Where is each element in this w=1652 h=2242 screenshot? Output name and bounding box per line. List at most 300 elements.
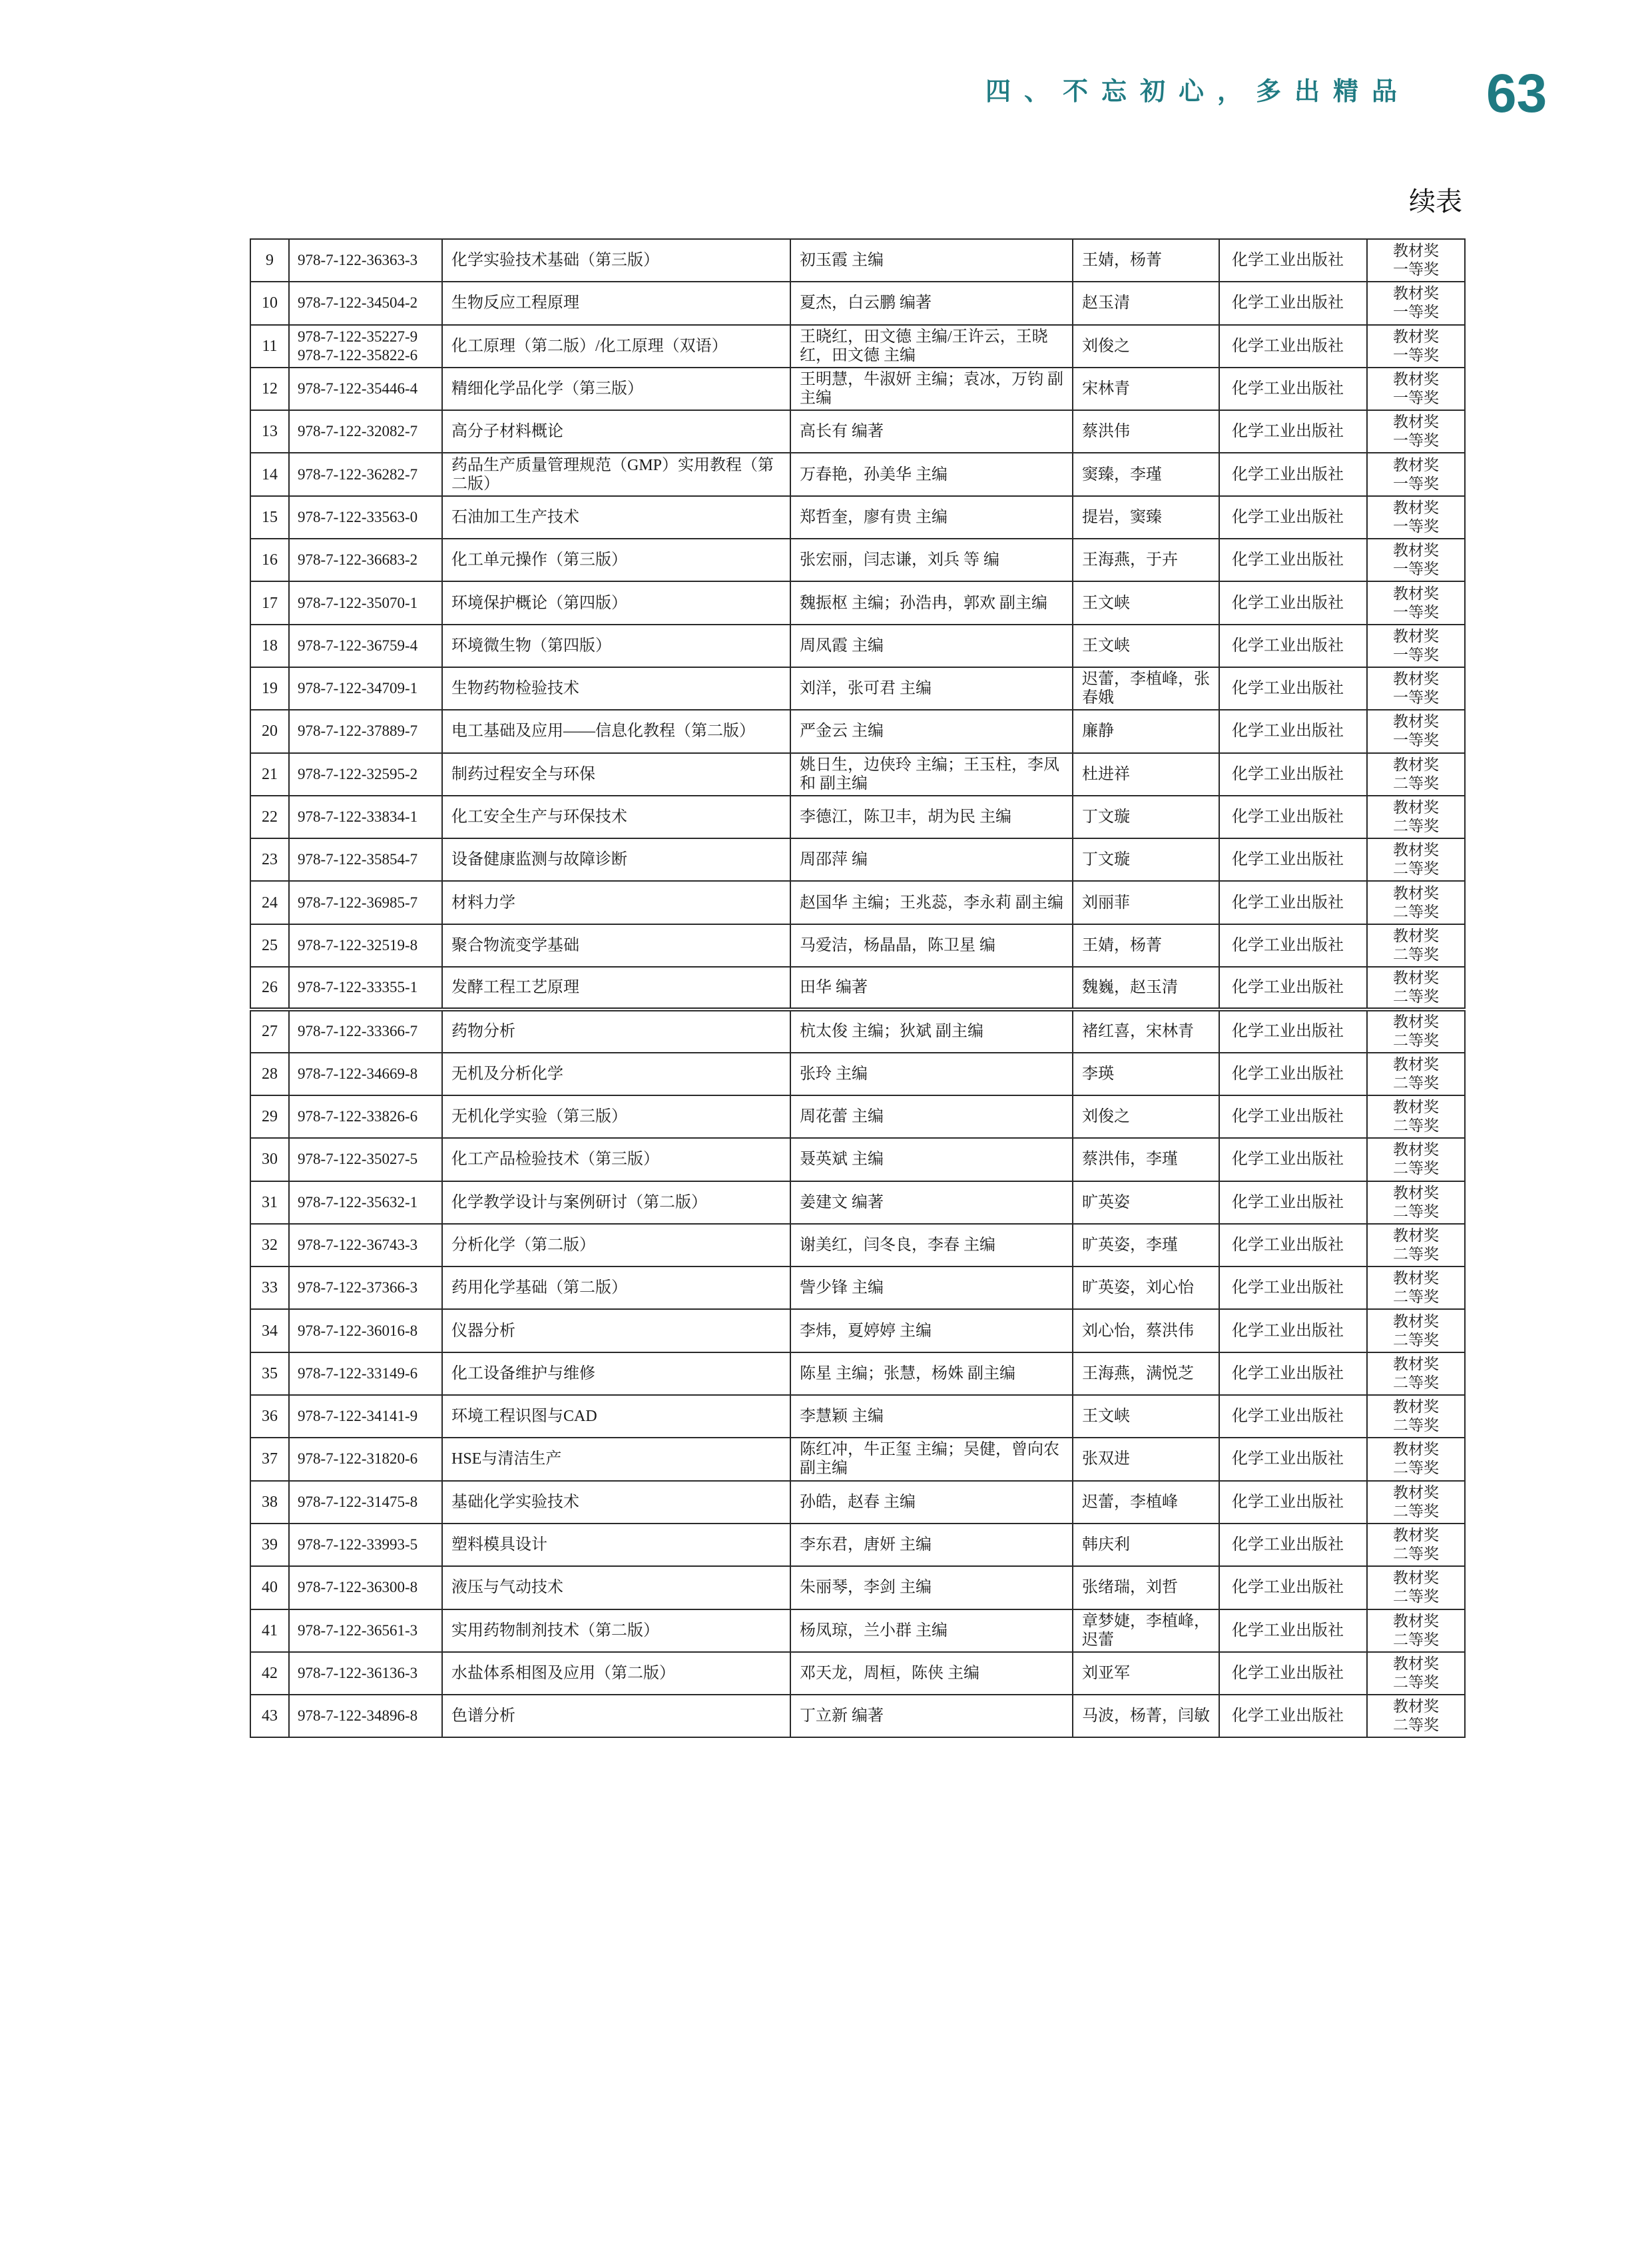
authors-cell: 聂英斌 主编 bbox=[790, 1138, 1073, 1181]
authors-cell: 王晓红，田文德 主编/王许云，王晓红，田文德 主编 bbox=[790, 325, 1073, 368]
row-number-cell: 31 bbox=[250, 1181, 289, 1224]
title-cell: 设备健康监测与故障诊断 bbox=[442, 838, 790, 881]
editors-cell: 王婧，杨菁 bbox=[1073, 924, 1219, 967]
row-number-cell: 10 bbox=[250, 282, 289, 324]
publisher-cell: 化学工业出版社 bbox=[1219, 1009, 1367, 1052]
award-line: 二等奖 bbox=[1393, 1588, 1439, 1605]
award-cell bbox=[1367, 667, 1465, 710]
table-row bbox=[250, 1309, 1465, 1352]
award-cell bbox=[1367, 368, 1465, 410]
isbn-line: 978-7-122-36759-4 bbox=[298, 637, 418, 654]
isbn-line: 978-7-122-33366-7 bbox=[298, 1023, 418, 1040]
award-line: 二等奖 bbox=[1393, 774, 1439, 792]
isbn-line: 978-7-122-36016-8 bbox=[298, 1322, 418, 1339]
isbn-line: 978-7-122-35070-1 bbox=[298, 594, 418, 611]
award-cell bbox=[1367, 581, 1465, 624]
editors-cell: 宋林青 bbox=[1073, 368, 1219, 410]
award-cell bbox=[1367, 796, 1465, 838]
award-line: 二等奖 bbox=[1393, 1117, 1439, 1135]
row-number-cell: 39 bbox=[250, 1524, 289, 1566]
award-cell bbox=[1367, 325, 1465, 368]
isbn-line: 978-7-122-33149-6 bbox=[298, 1364, 418, 1382]
isbn-cell bbox=[289, 753, 442, 796]
award-cell bbox=[1367, 881, 1465, 924]
award-line: 一等奖 bbox=[1393, 517, 1439, 535]
isbn-line: 978-7-122-36136-3 bbox=[298, 1664, 418, 1681]
isbn-line: 978-7-122-37889-7 bbox=[298, 722, 418, 740]
award-cell bbox=[1367, 539, 1465, 581]
award-line: 教材奖 bbox=[1393, 1055, 1439, 1073]
award-line: 教材奖 bbox=[1393, 671, 1439, 688]
isbn-line: 978-7-122-35822-6 bbox=[298, 346, 418, 364]
title-cell: 环境微生物（第四版） bbox=[442, 625, 790, 667]
isbn-cell bbox=[289, 881, 442, 924]
row-number-cell: 14 bbox=[250, 453, 289, 495]
publisher-cell: 化学工业出版社 bbox=[1219, 1481, 1367, 1524]
authors-cell: 李慧颖 主编 bbox=[790, 1395, 1073, 1438]
table-row bbox=[250, 496, 1465, 539]
table-row bbox=[250, 710, 1465, 752]
isbn-line: 978-7-122-33834-1 bbox=[298, 808, 418, 825]
editors-cell: 迟蕾，李植峰，张春娥 bbox=[1073, 667, 1219, 710]
award-line: 教材奖 bbox=[1393, 884, 1439, 902]
isbn-cell bbox=[289, 1695, 442, 1737]
table-row bbox=[250, 1481, 1465, 1524]
publisher-cell: 化学工业出版社 bbox=[1219, 410, 1367, 453]
award-cell bbox=[1367, 1438, 1465, 1480]
publisher-cell: 化学工业出版社 bbox=[1219, 496, 1367, 539]
authors-cell: 朱丽琴，李剑 主编 bbox=[790, 1566, 1073, 1609]
award-line: 教材奖 bbox=[1393, 1569, 1439, 1587]
table-row bbox=[250, 539, 1465, 581]
award-line: 教材奖 bbox=[1393, 842, 1439, 859]
publisher-cell: 化学工业出版社 bbox=[1219, 710, 1367, 752]
authors-cell: 姜建文 编著 bbox=[790, 1181, 1073, 1224]
isbn-line: 978-7-122-33993-5 bbox=[298, 1536, 418, 1553]
award-cell bbox=[1367, 838, 1465, 881]
award-line: 教材奖 bbox=[1393, 1612, 1439, 1629]
title-cell: 水盐体系相图及应用（第二版） bbox=[442, 1652, 790, 1695]
isbn-cell bbox=[289, 838, 442, 881]
authors-cell: 周邵萍 编 bbox=[790, 838, 1073, 881]
publisher-cell: 化学工业出版社 bbox=[1219, 967, 1367, 1009]
title-cell: 化工原理（第二版）/化工原理（双语） bbox=[442, 325, 790, 368]
authors-cell: 李东君，唐妍 主编 bbox=[790, 1524, 1073, 1566]
award-line: 一等奖 bbox=[1393, 390, 1439, 407]
award-line: 一等奖 bbox=[1393, 346, 1439, 364]
award-cell bbox=[1367, 1352, 1465, 1395]
award-line: 二等奖 bbox=[1393, 860, 1439, 878]
award-cell bbox=[1367, 1053, 1465, 1095]
row-number-cell: 40 bbox=[250, 1566, 289, 1609]
isbn-line: 978-7-122-36282-7 bbox=[298, 465, 418, 483]
isbn-cell bbox=[289, 410, 442, 453]
row-number-cell: 21 bbox=[250, 753, 289, 796]
row-number-cell: 15 bbox=[250, 496, 289, 539]
title-cell: 石油加工生产技术 bbox=[442, 496, 790, 539]
row-number-cell: 12 bbox=[250, 368, 289, 410]
title-cell: 材料力学 bbox=[442, 881, 790, 924]
row-number-cell: 30 bbox=[250, 1138, 289, 1181]
award-cell bbox=[1367, 1566, 1465, 1609]
isbn-cell bbox=[289, 368, 442, 410]
award-line: 二等奖 bbox=[1393, 1288, 1439, 1306]
editors-cell: 蔡洪伟，李瑾 bbox=[1073, 1138, 1219, 1181]
award-cell bbox=[1367, 1095, 1465, 1138]
award-line: 一等奖 bbox=[1393, 561, 1439, 578]
row-number-cell: 11 bbox=[250, 325, 289, 368]
row-number-cell: 38 bbox=[250, 1481, 289, 1524]
editors-cell: 张绪瑞，刘哲 bbox=[1073, 1566, 1219, 1609]
publisher-cell: 化学工业出版社 bbox=[1219, 1695, 1367, 1737]
title-cell: 塑料模具设计 bbox=[442, 1524, 790, 1566]
isbn-line: 978-7-122-36363-3 bbox=[298, 252, 418, 269]
award-line: 一等奖 bbox=[1393, 432, 1439, 449]
authors-cell: 田华 编著 bbox=[790, 967, 1073, 1009]
isbn-cell bbox=[289, 667, 442, 710]
award-line: 教材奖 bbox=[1393, 1312, 1439, 1330]
row-number-cell: 27 bbox=[250, 1009, 289, 1052]
isbn-line: 978-7-122-34896-8 bbox=[298, 1707, 418, 1725]
isbn-cell bbox=[289, 496, 442, 539]
title-cell: 环境保护概论（第四版） bbox=[442, 581, 790, 624]
award-line: 教材奖 bbox=[1393, 585, 1439, 602]
row-number-cell: 37 bbox=[250, 1438, 289, 1480]
publisher-cell: 化学工业出版社 bbox=[1219, 625, 1367, 667]
row-number-cell: 19 bbox=[250, 667, 289, 710]
editors-cell: 旷英姿，刘心怡 bbox=[1073, 1266, 1219, 1309]
award-cell bbox=[1367, 1181, 1465, 1224]
award-cell bbox=[1367, 1309, 1465, 1352]
row-number-cell: 25 bbox=[250, 924, 289, 967]
table-row bbox=[250, 1524, 1465, 1566]
isbn-cell bbox=[289, 1481, 442, 1524]
award-line: 二等奖 bbox=[1393, 1074, 1439, 1091]
isbn-cell bbox=[289, 625, 442, 667]
table-row bbox=[250, 239, 1465, 282]
editors-cell: 蔡洪伟 bbox=[1073, 410, 1219, 453]
publisher-cell: 化学工业出版社 bbox=[1219, 1395, 1367, 1438]
publisher-cell: 化学工业出版社 bbox=[1219, 239, 1367, 282]
authors-cell: 马爱洁，杨晶晶，陈卫星 编 bbox=[790, 924, 1073, 967]
award-cell bbox=[1367, 410, 1465, 453]
row-number-cell: 17 bbox=[250, 581, 289, 624]
award-line: 二等奖 bbox=[1393, 1673, 1439, 1691]
isbn-cell bbox=[289, 1053, 442, 1095]
isbn-cell bbox=[289, 1009, 442, 1052]
award-line: 二等奖 bbox=[1393, 1245, 1439, 1262]
publisher-cell: 化学工业出版社 bbox=[1219, 282, 1367, 324]
isbn-line: 978-7-122-31820-6 bbox=[298, 1450, 418, 1468]
authors-cell: 魏振枢 主编；孙浩冉，郭欢 副主编 bbox=[790, 581, 1073, 624]
isbn-line: 978-7-122-34141-9 bbox=[298, 1408, 418, 1425]
award-line: 二等奖 bbox=[1393, 1460, 1439, 1477]
award-cell bbox=[1367, 1395, 1465, 1438]
publisher-cell: 化学工业出版社 bbox=[1219, 1438, 1367, 1480]
publisher-cell: 化学工业出版社 bbox=[1219, 667, 1367, 710]
table-row bbox=[250, 581, 1465, 624]
publisher-cell: 化学工业出版社 bbox=[1219, 753, 1367, 796]
editors-cell: 杜进祥 bbox=[1073, 753, 1219, 796]
isbn-cell bbox=[289, 967, 442, 1009]
award-cell bbox=[1367, 1224, 1465, 1266]
publisher-cell: 化学工业出版社 bbox=[1219, 453, 1367, 495]
isbn-cell bbox=[289, 796, 442, 838]
authors-cell: 万春艳，孙美华 主编 bbox=[790, 453, 1073, 495]
award-cell bbox=[1367, 1695, 1465, 1737]
title-cell: 药品生产质量管理规范（GMP）实用教程（第二版） bbox=[442, 453, 790, 495]
isbn-line: 978-7-122-35227-9 bbox=[298, 328, 418, 345]
table-row bbox=[250, 796, 1465, 838]
isbn-cell bbox=[289, 1138, 442, 1181]
table-row bbox=[250, 924, 1465, 967]
authors-cell: 郑哲奎，廖有贵 主编 bbox=[790, 496, 1073, 539]
isbn-cell bbox=[289, 1438, 442, 1480]
award-line: 二等奖 bbox=[1393, 1160, 1439, 1177]
isbn-cell bbox=[289, 1352, 442, 1395]
authors-cell: 严金云 主编 bbox=[790, 710, 1073, 752]
table-row bbox=[250, 1224, 1465, 1266]
award-line: 二等奖 bbox=[1393, 946, 1439, 963]
table-row bbox=[250, 1095, 1465, 1138]
title-cell: 化工单元操作（第三版） bbox=[442, 539, 790, 581]
title-cell: 无机及分析化学 bbox=[442, 1053, 790, 1095]
isbn-line: 978-7-122-36561-3 bbox=[298, 1621, 418, 1639]
editors-cell: 刘亚军 bbox=[1073, 1652, 1219, 1695]
editors-cell: 王文峡 bbox=[1073, 1395, 1219, 1438]
award-cell bbox=[1367, 710, 1465, 752]
isbn-line: 978-7-122-36743-3 bbox=[298, 1236, 418, 1253]
award-cell bbox=[1367, 282, 1465, 324]
award-line: 二等奖 bbox=[1393, 1374, 1439, 1391]
editors-cell: 刘丽菲 bbox=[1073, 881, 1219, 924]
row-number-cell: 13 bbox=[250, 410, 289, 453]
authors-cell: 张玲 主编 bbox=[790, 1053, 1073, 1095]
isbn-line: 978-7-122-33563-0 bbox=[298, 508, 418, 525]
row-number-cell: 43 bbox=[250, 1695, 289, 1737]
authors-cell: 高长有 编著 bbox=[790, 410, 1073, 453]
award-line: 二等奖 bbox=[1393, 1032, 1439, 1049]
row-number-cell: 32 bbox=[250, 1224, 289, 1266]
authors-cell: 丁立新 编著 bbox=[790, 1695, 1073, 1737]
isbn-line: 978-7-122-31475-8 bbox=[298, 1493, 418, 1510]
editors-cell: 魏巍，赵玉清 bbox=[1073, 967, 1219, 1009]
authors-cell: 谢美红，闫冬良，李春 主编 bbox=[790, 1224, 1073, 1266]
table-row bbox=[250, 881, 1465, 924]
table-row bbox=[250, 967, 1465, 1009]
title-cell: 仪器分析 bbox=[442, 1309, 790, 1352]
award-cell bbox=[1367, 1652, 1465, 1695]
publisher-cell: 化学工业出版社 bbox=[1219, 1053, 1367, 1095]
award-line: 教材奖 bbox=[1393, 328, 1439, 345]
award-line: 教材奖 bbox=[1393, 1527, 1439, 1544]
award-line: 一等奖 bbox=[1393, 304, 1439, 321]
award-line: 教材奖 bbox=[1393, 970, 1439, 987]
authors-cell: 周凤霞 主编 bbox=[790, 625, 1073, 667]
award-line: 二等奖 bbox=[1393, 1631, 1439, 1648]
isbn-cell bbox=[289, 325, 442, 368]
title-cell: 分析化学（第二版） bbox=[442, 1224, 790, 1266]
isbn-line: 978-7-122-33826-6 bbox=[298, 1108, 418, 1125]
table-row bbox=[250, 1009, 1465, 1052]
award-cell bbox=[1367, 1609, 1465, 1652]
award-line: 教材奖 bbox=[1393, 1270, 1439, 1287]
title-cell: 高分子材料概论 bbox=[442, 410, 790, 453]
editors-cell: 李瑛 bbox=[1073, 1053, 1219, 1095]
isbn-line: 978-7-122-35632-1 bbox=[298, 1193, 418, 1211]
editors-cell: 王文峡 bbox=[1073, 625, 1219, 667]
table-row bbox=[250, 838, 1465, 881]
award-line: 二等奖 bbox=[1393, 1502, 1439, 1520]
award-line: 教材奖 bbox=[1393, 1398, 1439, 1416]
publisher-cell: 化学工业出版社 bbox=[1219, 838, 1367, 881]
table-row bbox=[250, 410, 1465, 453]
authors-cell: 王明慧，牛淑妍 主编；袁冰，万钧 副主编 bbox=[790, 368, 1073, 410]
award-cell bbox=[1367, 1138, 1465, 1181]
isbn-line: 978-7-122-36683-2 bbox=[298, 551, 418, 569]
row-number-cell: 42 bbox=[250, 1652, 289, 1695]
isbn-cell bbox=[289, 453, 442, 495]
publisher-cell: 化学工业出版社 bbox=[1219, 881, 1367, 924]
row-number-cell: 24 bbox=[250, 881, 289, 924]
publisher-cell: 化学工业出版社 bbox=[1219, 1095, 1367, 1138]
table-row bbox=[250, 1695, 1465, 1737]
award-line: 一等奖 bbox=[1393, 261, 1439, 278]
title-cell: 制药过程安全与环保 bbox=[442, 753, 790, 796]
table-row bbox=[250, 1181, 1465, 1224]
award-line: 二等奖 bbox=[1393, 1203, 1439, 1220]
editors-cell: 章梦婕，李植峰，迟蕾 bbox=[1073, 1609, 1219, 1652]
editors-cell: 刘心怡，蔡洪伟 bbox=[1073, 1309, 1219, 1352]
award-cell bbox=[1367, 1524, 1465, 1566]
authors-cell: 陈红冲，牛正玺 主编；吴健，曾向农 副主编 bbox=[790, 1438, 1073, 1480]
award-line: 二等奖 bbox=[1393, 1717, 1439, 1734]
table-row bbox=[250, 1138, 1465, 1181]
authors-cell: 初玉霞 主编 bbox=[790, 239, 1073, 282]
table-row bbox=[250, 1609, 1465, 1652]
award-line: 教材奖 bbox=[1393, 1355, 1439, 1372]
table-row bbox=[250, 282, 1465, 324]
title-cell: 化工设备维护与维修 bbox=[442, 1352, 790, 1395]
isbn-line: 978-7-122-36985-7 bbox=[298, 894, 418, 911]
award-line: 教材奖 bbox=[1393, 1441, 1439, 1458]
isbn-cell bbox=[289, 1652, 442, 1695]
editors-cell: 旷英姿，李瑾 bbox=[1073, 1224, 1219, 1266]
isbn-cell bbox=[289, 1566, 442, 1609]
table-row bbox=[250, 753, 1465, 796]
isbn-line: 978-7-122-35446-4 bbox=[298, 380, 418, 398]
title-cell: 电工基础及应用——信息化教程（第二版） bbox=[442, 710, 790, 752]
row-number-cell: 34 bbox=[250, 1309, 289, 1352]
award-line: 教材奖 bbox=[1393, 927, 1439, 944]
publisher-cell: 化学工业出版社 bbox=[1219, 1524, 1367, 1566]
award-line: 教材奖 bbox=[1393, 242, 1439, 260]
award-line: 教材奖 bbox=[1393, 1013, 1439, 1031]
editors-cell: 马波，杨菁，闫敏 bbox=[1073, 1695, 1219, 1737]
authors-cell: 赵国华 主编；王兆蕊，李永莉 副主编 bbox=[790, 881, 1073, 924]
editors-cell: 丁文璇 bbox=[1073, 796, 1219, 838]
award-line: 二等奖 bbox=[1393, 1331, 1439, 1348]
publisher-cell: 化学工业出版社 bbox=[1219, 1224, 1367, 1266]
publisher-cell: 化学工业出版社 bbox=[1219, 1181, 1367, 1224]
table-row bbox=[250, 1566, 1465, 1609]
award-line: 教材奖 bbox=[1393, 756, 1439, 773]
table-row bbox=[250, 1395, 1465, 1438]
editors-cell: 提岩，窦臻 bbox=[1073, 496, 1219, 539]
award-line: 一等奖 bbox=[1393, 475, 1439, 492]
table-row bbox=[250, 1352, 1465, 1395]
row-number-cell: 36 bbox=[250, 1395, 289, 1438]
row-number-cell: 23 bbox=[250, 838, 289, 881]
publisher-cell: 化学工业出版社 bbox=[1219, 1652, 1367, 1695]
award-line: 二等奖 bbox=[1393, 988, 1439, 1005]
isbn-cell bbox=[289, 1395, 442, 1438]
award-cell bbox=[1367, 1009, 1465, 1052]
isbn-line: 978-7-122-32519-8 bbox=[298, 936, 418, 954]
title-cell: 精细化学品化学（第三版） bbox=[442, 368, 790, 410]
award-cell bbox=[1367, 753, 1465, 796]
isbn-line: 978-7-122-34669-8 bbox=[298, 1065, 418, 1082]
row-number-cell: 26 bbox=[250, 967, 289, 1009]
table-row bbox=[250, 667, 1465, 710]
award-cell bbox=[1367, 924, 1465, 967]
award-line: 教材奖 bbox=[1393, 1227, 1439, 1244]
row-number-cell: 20 bbox=[250, 710, 289, 752]
publisher-cell: 化学工业出版社 bbox=[1219, 1352, 1367, 1395]
award-line: 二等奖 bbox=[1393, 1417, 1439, 1434]
title-cell: 药物分析 bbox=[442, 1009, 790, 1052]
row-number-cell: 28 bbox=[250, 1053, 289, 1095]
award-line: 二等奖 bbox=[1393, 903, 1439, 920]
publisher-cell: 化学工业出版社 bbox=[1219, 1309, 1367, 1352]
award-line: 教材奖 bbox=[1393, 627, 1439, 645]
award-line: 教材奖 bbox=[1393, 456, 1439, 473]
isbn-cell bbox=[289, 282, 442, 324]
award-line: 教材奖 bbox=[1393, 1184, 1439, 1201]
isbn-cell bbox=[289, 924, 442, 967]
publisher-cell: 化学工业出版社 bbox=[1219, 1566, 1367, 1609]
isbn-cell bbox=[289, 539, 442, 581]
award-cell bbox=[1367, 1481, 1465, 1524]
award-line: 教材奖 bbox=[1393, 414, 1439, 431]
isbn-line: 978-7-122-33355-1 bbox=[298, 979, 418, 996]
title-cell: 化工产品检验技术（第三版） bbox=[442, 1138, 790, 1181]
authors-cell: 陈星 主编；张慧，杨姝 副主编 bbox=[790, 1352, 1073, 1395]
editors-cell: 褚红喜，宋林青 bbox=[1073, 1009, 1219, 1052]
table-row bbox=[250, 1053, 1465, 1095]
table-row bbox=[250, 1438, 1465, 1480]
section-running-head: 四、不忘初心，多出精品 bbox=[985, 78, 1411, 106]
title-cell: 生物药物检验技术 bbox=[442, 667, 790, 710]
publisher-cell: 化学工业出版社 bbox=[1219, 1266, 1367, 1309]
authors-cell: 李德江，陈卫丰，胡为民 主编 bbox=[790, 796, 1073, 838]
isbn-line: 978-7-122-35027-5 bbox=[298, 1151, 418, 1168]
award-cell bbox=[1367, 1266, 1465, 1309]
award-cell bbox=[1367, 625, 1465, 667]
table-row bbox=[250, 368, 1465, 410]
award-line: 教材奖 bbox=[1393, 1141, 1439, 1159]
row-number-cell: 33 bbox=[250, 1266, 289, 1309]
title-cell: 化工安全生产与环保技术 bbox=[442, 796, 790, 838]
publisher-cell: 化学工业出版社 bbox=[1219, 581, 1367, 624]
award-line: 教材奖 bbox=[1393, 1698, 1439, 1715]
table-row bbox=[250, 325, 1465, 368]
isbn-cell bbox=[289, 581, 442, 624]
title-cell: 药用化学基础（第二版） bbox=[442, 1266, 790, 1309]
isbn-line: 978-7-122-36300-8 bbox=[298, 1579, 418, 1596]
isbn-cell bbox=[289, 1609, 442, 1652]
editors-cell: 刘俊之 bbox=[1073, 325, 1219, 368]
